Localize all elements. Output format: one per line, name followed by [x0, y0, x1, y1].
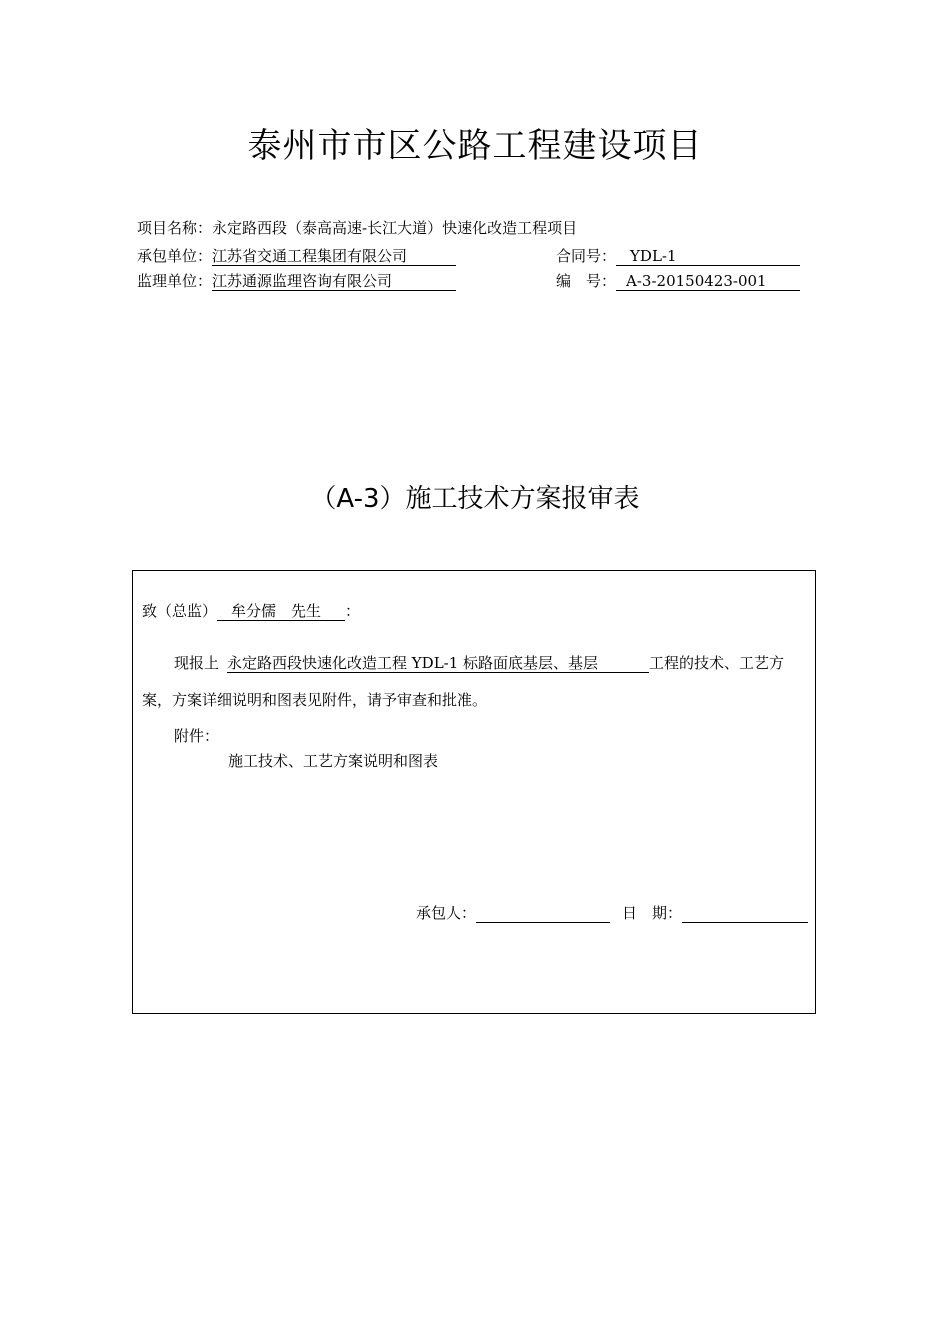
- supervisor-row: [137, 271, 456, 291]
- contractor-sign-label: 承包人：: [416, 904, 477, 922]
- addressee-prefix: 致（总监）: [142, 602, 218, 620]
- date-field[interactable]: [682, 904, 808, 923]
- contract-no-value: YDL-1: [616, 247, 800, 266]
- contract-no-row: [556, 246, 800, 266]
- report-project: 永定路西段快速化改造工程 YDL-1 标路面底基层、基层: [227, 654, 649, 673]
- contractor-row: [137, 246, 456, 266]
- project-name-label: 项目名称：: [137, 219, 213, 237]
- serial-no-row: [556, 271, 800, 291]
- signature-row: [416, 903, 808, 923]
- addressee-name: 牟分儒 先生: [217, 602, 345, 621]
- report-line-2: 案，方案详细说明和图表见附件，请予审查和批准。: [142, 691, 488, 709]
- supervisor-label: 监理单位：: [137, 272, 213, 290]
- form-box: [132, 570, 816, 1014]
- serial-no-value: A-3-20150423-001: [616, 272, 800, 291]
- contract-no-label: 合同号：: [556, 247, 617, 265]
- supervisor-value: 江苏通源监理咨询有限公司: [212, 272, 456, 291]
- date-label: 日 期：: [622, 904, 683, 922]
- report-prefix: 现报上: [174, 654, 220, 672]
- attachment-item: 施工技术、工艺方案说明和图表: [228, 752, 439, 770]
- form-title: （A-3）施工技术方案报审表: [310, 484, 640, 514]
- project-name-row: [137, 218, 577, 238]
- contractor-label: 承包单位：: [137, 247, 213, 265]
- serial-no-label: 编 号：: [556, 272, 617, 290]
- contractor-sign-field[interactable]: [476, 904, 610, 923]
- contractor-value: 江苏省交通工程集团有限公司: [212, 247, 456, 266]
- page-title: 泰州市市区公路工程建设项目: [247, 126, 703, 166]
- report-line-1: [174, 653, 784, 673]
- addressee-suffix: ：: [345, 602, 361, 620]
- addressee-line: [142, 601, 360, 621]
- project-name-value: 永定路西段（泰高高速-长江大道）快速化改造工程项目: [212, 219, 578, 237]
- attachment-label: 附件：: [174, 727, 220, 745]
- report-suffix: 工程的技术、工艺方: [649, 654, 785, 672]
